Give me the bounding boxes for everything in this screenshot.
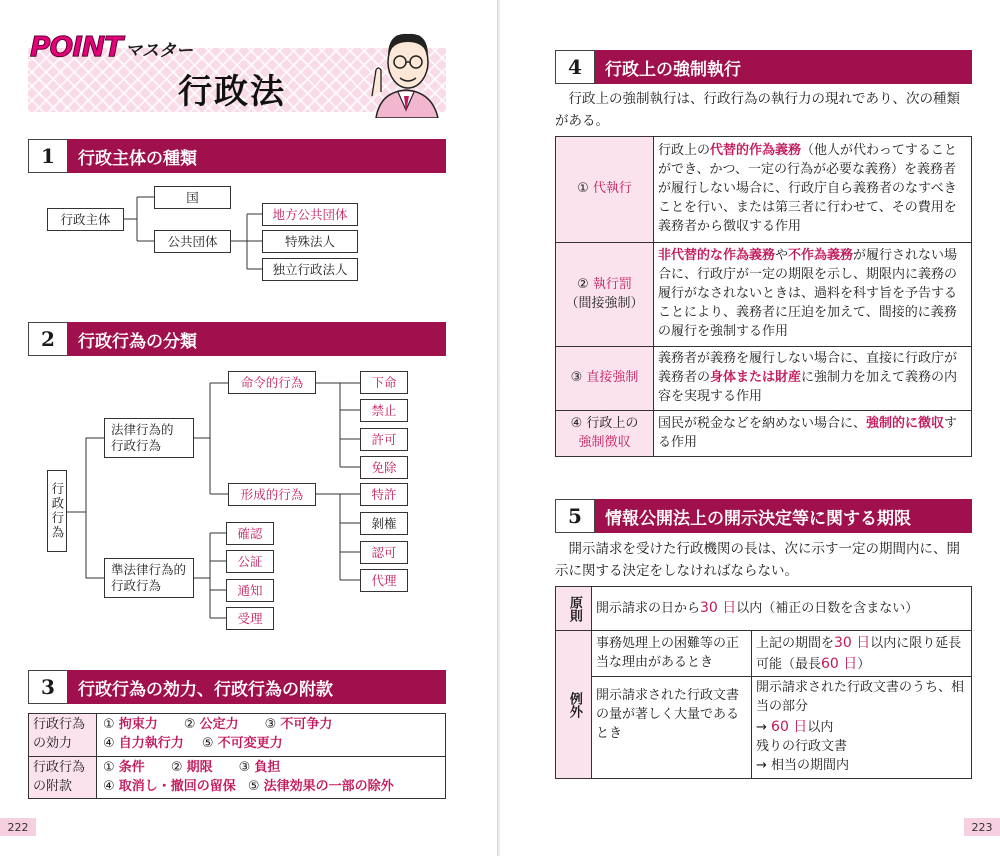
section-number: 3 <box>28 670 68 704</box>
enf-label-3-num: ③ <box>570 370 583 386</box>
tree2-kinshi: 禁止 <box>360 399 408 422</box>
page-title: 行政法 <box>178 72 286 112</box>
enf-label-1-text: 代執行 <box>592 181 632 197</box>
enf-desc-2-d: が履行されない場合に、行政庁が一定の期限を示し、期限内に義務の履行がなされないときは、過料を科す旨を予告することにより、義務者に圧迫を加えて、間接的に義務の履行を強制する作用 <box>658 248 958 339</box>
s5-intro: 開示請求を受けた行政機関の長は、次に示す一定の期間内に、開示に関する決定をしなければならない。 <box>555 541 960 579</box>
enf-desc-4-c: する作用 <box>658 415 958 450</box>
tree2-keisei: 形成的行為 <box>228 483 316 506</box>
section-number: 1 <box>28 139 68 173</box>
point-logo: POINT <box>30 30 123 63</box>
page-number-right: 223 <box>964 818 1000 836</box>
enf-label-4-num: ④ <box>570 415 583 431</box>
e1-c: 以内に限り延長可能（最長 <box>756 635 962 672</box>
tree2-tsuchi: 通知 <box>226 579 274 602</box>
effects-table <box>28 713 446 799</box>
e1-e: ） <box>857 656 871 672</box>
enf-desc-4-b: 強制的に徴収 <box>866 415 945 431</box>
section-number: 2 <box>28 322 68 356</box>
enf-desc-3-c: に強制力を加えて義務の内容を実現する作用 <box>658 370 958 404</box>
e2-line-2 <box>756 717 967 738</box>
tree2-dairi: 代理 <box>360 569 408 592</box>
conditions-label: 行政行為 の附款 <box>29 756 97 799</box>
enf-label-1-num: ① <box>577 181 589 197</box>
tree2-hoako: 法律行為的 行政行為 <box>104 418 194 458</box>
tree2-kamei: 下命 <box>360 371 408 394</box>
enf-desc-2-c: 不作為義務 <box>788 248 854 264</box>
item-text: 公定力 <box>199 717 239 732</box>
page-number-left: 222 <box>0 818 36 836</box>
enf-label-4 <box>556 411 654 457</box>
enf-desc-1-b: 代替的作為義務 <box>710 143 802 159</box>
section-number: 4 <box>555 50 595 84</box>
item-text: 自力執行力 <box>118 735 184 751</box>
item-text: 負担 <box>254 759 281 775</box>
enf-desc-3 <box>654 347 972 411</box>
e1-d: 60 日 <box>821 655 858 672</box>
enf-label-2-num: ② <box>577 276 589 292</box>
enf-label-3 <box>556 347 654 411</box>
enf-desc-1-a: 行政上の <box>658 143 711 159</box>
section-title: 行政行為の分類 <box>68 322 446 356</box>
tree2-tokkyo: 特許 <box>360 483 408 506</box>
section-title: 行政主体の種類 <box>68 139 446 173</box>
gensoku-a: 開示請求の日から <box>596 601 701 617</box>
item-text: 期限 <box>186 759 213 775</box>
enf-label-2 <box>556 243 654 347</box>
section-title: 行政上の強制執行 <box>595 50 972 84</box>
tree2-juri: 受理 <box>226 607 274 630</box>
e2-line-3: 残りの行政文書 <box>756 738 848 754</box>
effects-content <box>97 714 446 757</box>
enf-desc-4 <box>654 411 972 457</box>
item-number: ③ <box>264 717 281 732</box>
tree1-root: 行政主体 <box>47 208 124 231</box>
gensoku-c: 以内（補正の日数を含まない） <box>736 601 919 617</box>
conditions-line-2 <box>103 778 439 797</box>
effects-line-1 <box>103 716 439 735</box>
section-title: 情報公開法上の開示決定等に関する期限 <box>595 499 972 533</box>
item-text: 条件 <box>118 759 145 775</box>
item-number: ① <box>103 759 119 775</box>
item-number: ④ <box>103 735 119 751</box>
effects-line-2 <box>103 735 439 754</box>
tree2-kakunin: 確認 <box>226 522 274 545</box>
effects-label: 行政行為 の効力 <box>29 714 97 757</box>
tree2-root: 行政行為 <box>47 470 67 552</box>
section-3-heading <box>28 670 446 704</box>
tree2-hakken: 剝権 <box>360 512 408 535</box>
tree2-ninka: 認可 <box>360 541 408 564</box>
conditions-line-1 <box>103 759 439 778</box>
enf-label-4-b: 強制徴収 <box>578 434 631 450</box>
item-number: ② <box>170 759 187 775</box>
tree2-meirei: 命令的行為 <box>228 371 316 394</box>
tree1-tokushu: 特殊法人 <box>262 230 358 253</box>
gensoku-b: 30 日 <box>700 600 737 617</box>
e2-arrow: → <box>756 720 767 736</box>
disclosure-table <box>555 586 972 779</box>
enf-label-4-a: 行政上の <box>586 415 639 431</box>
enf-desc-2 <box>654 243 972 347</box>
e2-line-4: → 相当の期間内 <box>756 757 850 773</box>
item-text: 取消し・撤回の留保 <box>118 778 236 794</box>
tree2-menjo: 免除 <box>360 456 408 479</box>
e2-days: 60 日 <box>771 719 808 736</box>
item-text: 不可変更力 <box>217 735 283 751</box>
item-text: 法律効果の一部の除外 <box>263 778 394 794</box>
item-number: ⑤ <box>201 735 218 751</box>
item-text: 拘束力 <box>118 717 158 732</box>
reigai-label: 例外 <box>556 631 592 779</box>
e2-line-1: 開示請求された行政文書のうち、相当の部分 <box>756 680 965 715</box>
exception-1-cond: 事務処理上の困難等の正当な理由があるとき <box>592 631 752 677</box>
conditions-content <box>97 756 446 799</box>
enf-label-2-text: 執行罰 <box>592 276 632 292</box>
exception-1-rule <box>752 631 972 677</box>
item-number: ⑤ <box>247 778 264 794</box>
gensoku-desc <box>592 587 972 631</box>
enf-label-2-sub: （間接強制） <box>565 295 644 311</box>
section-title: 行政行為の効力、行政行為の附款 <box>68 670 446 704</box>
enforcement-table <box>555 136 972 457</box>
tree1-chiho: 地方公共団体 <box>262 203 358 226</box>
tree2-junho: 準法律行為的 行政行為 <box>104 558 194 598</box>
enf-desc-1 <box>654 137 972 243</box>
e1-b: 30 日 <box>834 634 871 651</box>
enf-label-3-text: 直接強制 <box>586 370 639 386</box>
exception-2-rule <box>752 677 972 779</box>
enf-desc-3-b: 身体または財産 <box>710 370 802 386</box>
section-2-heading <box>28 322 446 356</box>
tree2-kyoka: 許可 <box>360 428 408 451</box>
e1-a: 上記の期間を <box>756 635 835 651</box>
tree1-kuni: 国 <box>154 186 231 209</box>
item-number: ② <box>183 717 200 732</box>
enf-label-1 <box>556 137 654 243</box>
item-number: ④ <box>103 778 119 794</box>
tree1-kokyo: 公共団体 <box>154 230 231 253</box>
item-text: 不可争力 <box>280 717 333 732</box>
enf-desc-4-a: 国民が税金などを納めない場合に、 <box>658 415 867 431</box>
tree2-kosho: 公証 <box>226 550 274 573</box>
s4-intro: 行政上の強制執行は、行政行為の執行力の現れであり、次の種類がある。 <box>555 91 960 129</box>
tree1-dokuritsu: 独立行政法人 <box>262 258 358 281</box>
exception-2-cond: 開示請求された行政文書の量が著しく大量であるとき <box>592 677 752 779</box>
section-4-heading <box>555 50 972 84</box>
e2-within: 以内 <box>807 720 834 736</box>
enf-desc-2-a: 非代替的な作為義務 <box>658 248 776 264</box>
gensoku-label: 原則 <box>556 587 592 631</box>
enf-desc-3-a: 義務者が義務を履行しない場合に、直接に行政庁が義務者の <box>658 351 958 386</box>
item-number: ③ <box>238 759 255 775</box>
point-logo-sub: マスター <box>125 41 193 61</box>
section-5-heading <box>555 499 972 533</box>
enf-desc-2-b: や <box>775 248 789 264</box>
item-number: ① <box>103 717 119 732</box>
section-number: 5 <box>555 499 595 533</box>
enf-desc-1-c: （他人が代わってすることができ、かつ、一定の行為が必要な義務）を義務者が履行しない場合に、行政庁自ら義務者のなすべきことを行い、または第三者に行わせて、その費用を義務者から徴収する作用 <box>658 143 957 234</box>
